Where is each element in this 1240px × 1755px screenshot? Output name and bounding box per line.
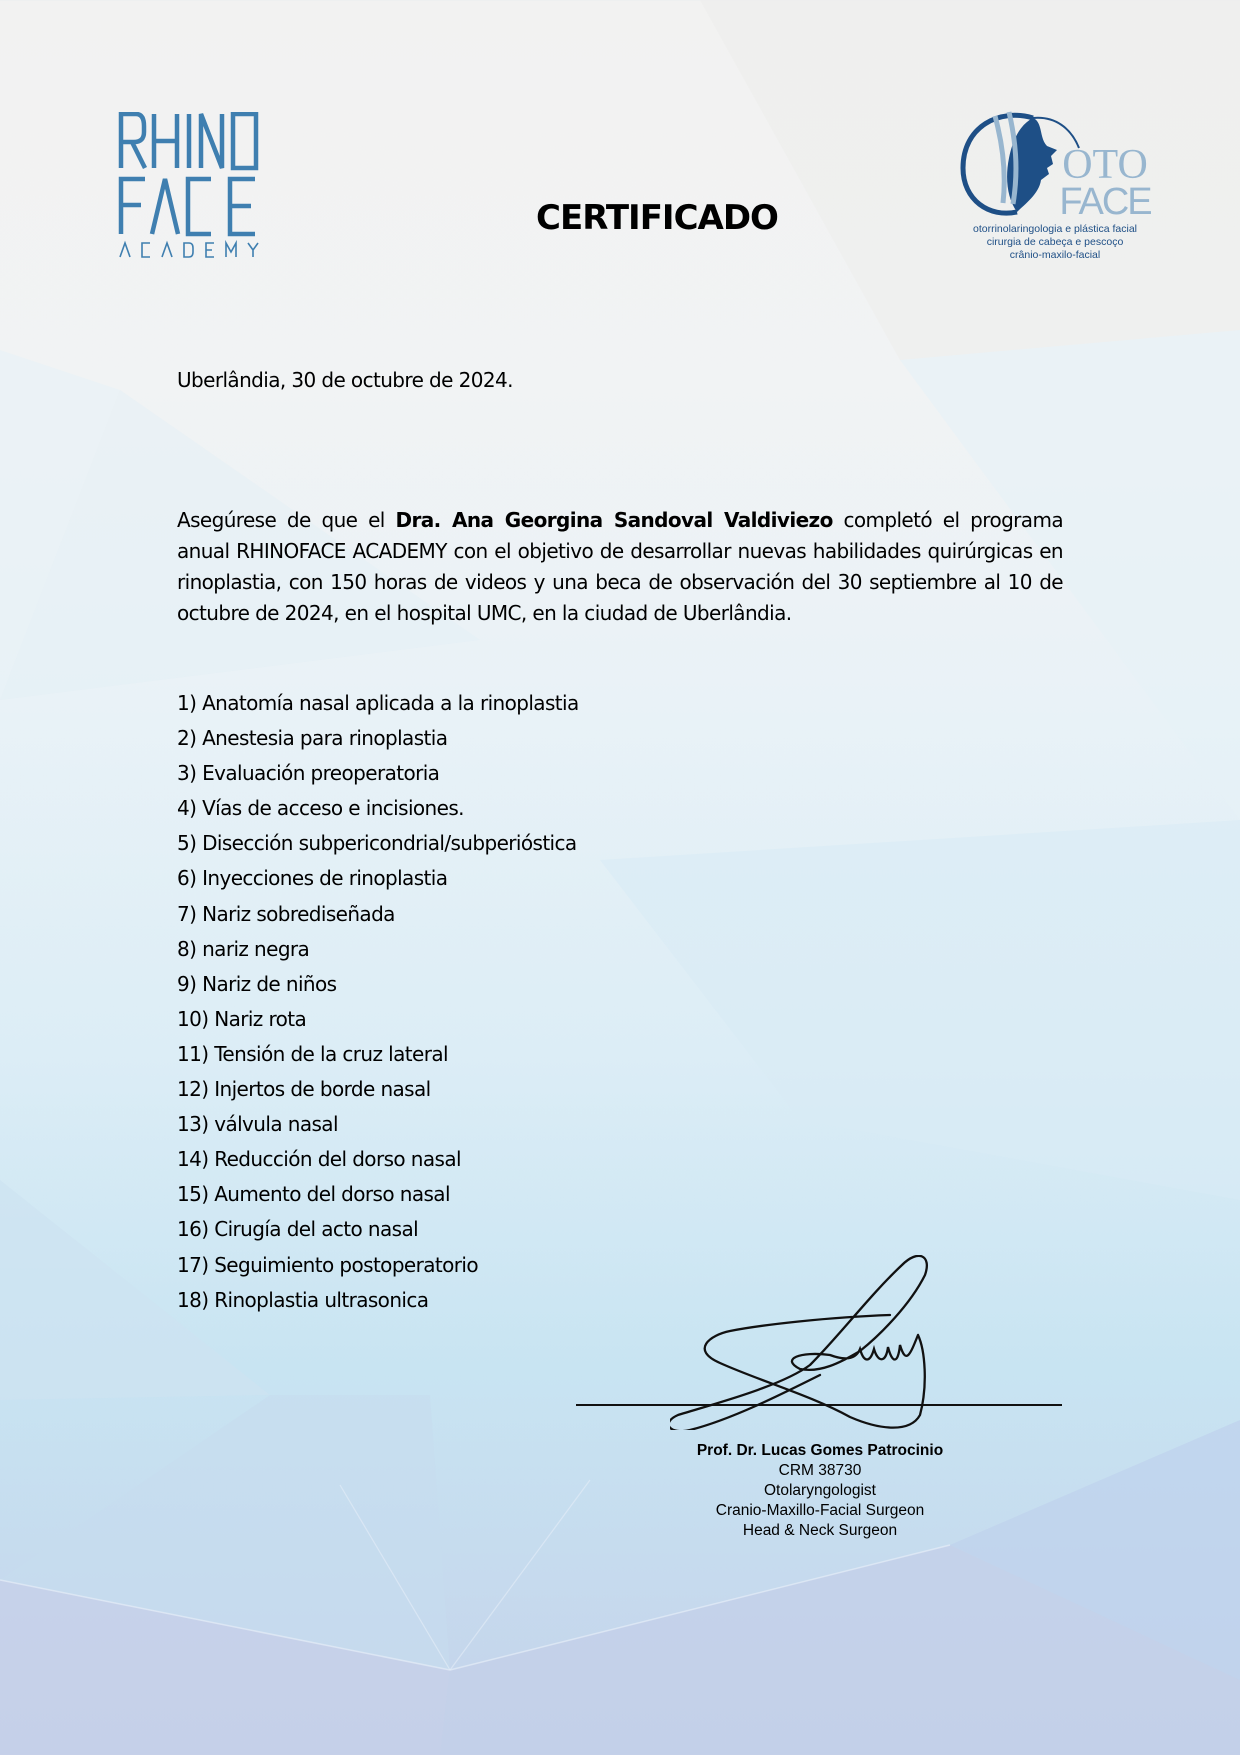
otoface-logo: [955, 108, 1155, 268]
topic-item: 9) Nariz de niños: [177, 971, 337, 996]
topic-item: 5) Disección subpericondrial/subperióstica: [177, 831, 577, 856]
certificate-body: [177, 505, 1063, 629]
signer-block: [620, 1441, 1020, 1541]
recipient-name: Dra. Ana Georgina Sandoval Valdiviezo: [395, 508, 833, 532]
svg-text:crânio-maxilo-facial: crânio-maxilo-facial: [1009, 249, 1101, 261]
topic-item: 4) Vías de acceso e incisiones.: [177, 796, 464, 821]
signer-role: Cranio-Maxillo-Facial Surgeon: [715, 1502, 925, 1519]
topic-item: 15) Aumento del dorso nasal: [177, 1182, 450, 1207]
handwritten-signature: [670, 1255, 950, 1430]
topic-item: 2) Anestesia para rinoplastia: [177, 726, 448, 751]
signer-role: Head & Neck Surgeon: [742, 1522, 898, 1539]
topic-item: 7) Nariz sobrediseñada: [177, 901, 395, 926]
svg-text:cirurgia de cabeça e pescoço: cirurgia de cabeça e pescoço: [986, 236, 1124, 248]
signer-role: Otolaryngologist: [763, 1482, 876, 1499]
date-line: Uberlândia, 30 de octubre de 2024.: [177, 368, 513, 392]
otoface-logo-oto: OTO: [1062, 142, 1148, 188]
topic-item: 14) Reducción del dorso nasal: [177, 1147, 461, 1172]
topic-item: 18) Rinoplastia ultrasonica: [177, 1287, 429, 1312]
certificate-title: CERTIFICADO: [536, 198, 778, 238]
topic-item: 8) nariz negra: [177, 936, 310, 961]
topic-item: 11) Tensión de la cruz lateral: [177, 1041, 448, 1066]
body-rest: completó el programa anual RHINOFACE ACADEMY con el objetivo de desarrollar nuevas habilidades quirúrgicas en rinoplastia, con 150 horas de videos y una beca de observación del 30 septiembre al 10 de octubre de 2024, en el hospital UMC, en la ciudad de Uberlândia.: [177, 508, 1063, 625]
topic-item: 17) Seguimiento postoperatorio: [177, 1252, 478, 1277]
topics-list: [177, 686, 1063, 1318]
topic-item: 1) Anatomía nasal aplicada a la rinoplastia: [177, 691, 579, 715]
topic-item: 3) Evaluación preoperatoria: [177, 761, 440, 786]
topic-item: 13) válvula nasal: [177, 1112, 338, 1137]
topic-item: 6) Inyecciones de rinoplastia: [177, 866, 448, 891]
svg-text:otorrinolaringologia e plástic: otorrinolaringologia e plástica facial: [972, 223, 1138, 235]
signer-name: Prof. Dr. Lucas Gomes Patrocinio: [696, 1442, 944, 1459]
rhinoface-academy-logo: [118, 112, 268, 262]
topic-item: 16) Cirugía del acto nasal: [177, 1217, 419, 1242]
topic-item: 12) Injertos de borde nasal: [177, 1077, 431, 1102]
signer-crm: CRM 38730: [778, 1462, 862, 1479]
topic-item: 10) Nariz rota: [177, 1006, 307, 1031]
otoface-logo-face: FACE: [1059, 181, 1151, 223]
body-intro: Asegúrese de que el: [177, 508, 396, 532]
